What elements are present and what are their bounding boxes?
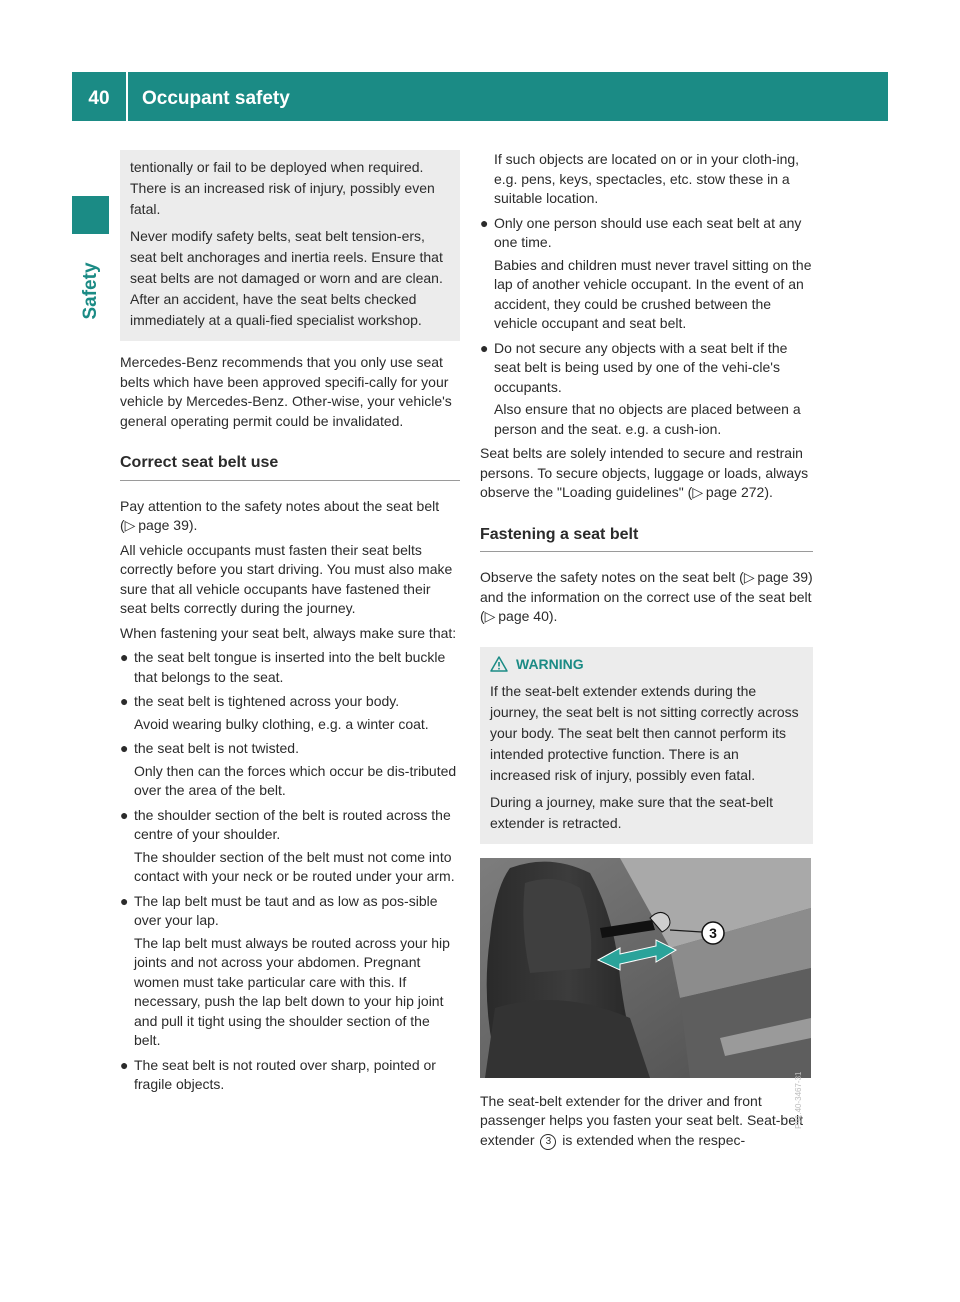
- extender-paragraph: The seat-belt extender for the driver and front passenger helps you fasten your seat belt. Seat-belt extender 3 is extended when the respec-: [480, 1092, 803, 1148]
- list-item-detail: Avoid wearing bulky clothing, e.g. a winter coat.: [134, 715, 429, 732]
- ref-arrow-icon: ▷: [484, 608, 496, 624]
- warning-cont-text-2: Never modify safety belts, seat belt tension-ers, seat belt anchorages and inertia reels. Ensure that seat belts are not damaged or worn and are clean. After an accident, have the seat belts checked immediately at a quali-fied specialist workshop.: [130, 228, 443, 328]
- page-ref-link[interactable]: page 272: [705, 484, 765, 500]
- right-column: [480, 150, 813, 1155]
- list-item-detail: Only then can the forces which occur be dis-tributed over the area of the belt.: [134, 762, 457, 798]
- list-item: ● the seat belt is not twisted. Only then can the forces which occur be dis-tributed over the area of the belt.: [120, 739, 460, 801]
- list-item: ● Do not secure any objects with a seat belt if the seat belt is being used by one of the vehi-cle's occupants. Also ensure that no objects are placed between a person and the seat. e.g. a cush-ion.: [480, 339, 813, 440]
- list-item-detail: The shoulder section of the belt must not come into contact with your neck or be routed under your arm.: [134, 848, 455, 884]
- bullet-icon: ●: [120, 1056, 129, 1073]
- list-item-detail: The lap belt must always be routed across your hip joints and not across your abdomen. Pregnant women must take particular care with this. If necessary, push the lap belt down to your hip joint and pull it tight using the shoulder section of the belt.: [134, 934, 450, 1048]
- list-item: ● the seat belt is tightened across your body. Avoid wearing bulky clothing, e.g. a winter coat.: [120, 692, 460, 734]
- warning-continuation-box: [120, 150, 460, 341]
- side-tab-label: Safety: [80, 262, 101, 320]
- list-item: ● The seat belt is not routed over sharp, pointed or fragile objects.: [120, 1056, 436, 1092]
- heading-text: Correct seat belt use: [120, 454, 279, 471]
- heading-text: Fastening a seat belt: [480, 525, 639, 543]
- attention-paragraph: Pay attention to the safety notes about the seat belt (▷ page 39).: [120, 497, 440, 533]
- page-ref-link[interactable]: page 39: [138, 517, 189, 533]
- list-item-detail: Also ensure that no objects are placed between a person and the seat. e.g. a cush-ion.: [494, 401, 801, 437]
- bullet-icon: ●: [120, 892, 129, 909]
- solely-intended-paragraph: Seat belts are solely intended to secure and restrain persons. To secure objects, luggage or loads, always observe the "Loading guidelines" (▷ page 272).: [480, 445, 809, 500]
- observe-paragraph: Observe the safety notes on the seat belt (▷ page 39) and the information on the correct use of the seat belt (▷ page 40).: [480, 569, 813, 624]
- warning-title: WARNING: [516, 655, 584, 672]
- list-item: ● The lap belt must be taut and as low as pos-sible over your lap. The lap belt must always be routed across your hip joints and not across your abdomen. Pregnant women must take particular care with this. If necessary, push the lap belt down to your hip joint and pull it tight using the shoulder section of the belt.: [120, 892, 460, 1051]
- list-item: ● the shoulder section of the belt is routed across the centre of your shoulder. The shoulder section of the belt must not come into contact with your neck or be routed under your arm.: [120, 806, 460, 887]
- when-fastening-paragraph: When fastening your seat belt, always make sure that:: [120, 624, 457, 641]
- bullet-icon: ●: [120, 806, 129, 823]
- bullet-icon: ●: [120, 740, 129, 756]
- figure-callout: 3: [709, 924, 717, 941]
- warning-cont-text-1: tentionally or fail to be deployed when required. There is an increased risk of injury, possibly even fatal.: [130, 159, 435, 217]
- list-item-continued: If such objects are located on or in your cloth-ing, e.g. pens, keys, spectacles, etc. stow these in a suitable location.: [494, 151, 800, 206]
- header-divider: [126, 72, 128, 121]
- page-header: [72, 72, 888, 121]
- belt-checklist: [120, 648, 460, 1095]
- page-ref-link[interactable]: page 40: [498, 608, 549, 624]
- recommend-paragraph: Mercedes-Benz recommends that you only use seat belts which have been approved specifi-cally for your vehicle by Mercedes-Benz. Other-wise, your vehicle's general operating permit could be invalidated.: [120, 354, 452, 429]
- figure-id: P91.40-3467-31: [793, 1071, 803, 1129]
- warning-box: [480, 647, 813, 844]
- warning-text-2: During a journey, make sure that the seat-belt extender is retracted.: [490, 793, 774, 831]
- ref-arrow-icon: ▷: [692, 484, 704, 500]
- heading-correct-seat-belt-use: [120, 453, 460, 481]
- side-tab-block: [72, 196, 109, 234]
- side-tab: [76, 236, 106, 346]
- list-item: ● the seat belt tongue is inserted into the belt buckle that belongs to the seat.: [120, 649, 446, 685]
- page-ref-link[interactable]: page 39: [757, 569, 809, 585]
- warning-text-1: If the seat-belt extender extends during the journey, the seat belt is not sitting correctly across your body. The seat belt then cannot perform its intended protective function. There is an increased risk of injury, possibly even fatal.: [490, 682, 799, 783]
- bullet-icon: ●: [120, 649, 129, 665]
- bullet-icon: ●: [480, 339, 489, 356]
- objects-list: [480, 150, 813, 439]
- left-column: [120, 150, 460, 1100]
- warning-triangle-icon: [490, 656, 508, 672]
- heading-fastening-seat-belt: [480, 525, 813, 553]
- bullet-icon: ●: [120, 693, 129, 709]
- list-item-detail: Babies and children must never travel sitting on the lap of another vehicle occupant. In the event of an accident, they could be crushed between the vehicle occupant and seat belt.: [494, 256, 812, 331]
- ref-arrow-icon: ▷: [124, 517, 136, 533]
- warning-header: [490, 654, 803, 675]
- all-occupants-paragraph: All vehicle occupants must fasten their seat belts correctly before you start driving. You must also make sure that all vehicle occupants have fastened their seat belts correctly during the journey.: [120, 541, 453, 616]
- callout-3-icon: 3: [540, 1134, 556, 1150]
- section-title: Occupant safety: [142, 88, 290, 109]
- seat-illustration: [480, 858, 811, 1078]
- page-number: 40: [88, 88, 110, 109]
- list-item: ● Only one person should use each seat belt at any one time. Babies and children must never travel sitting on the lap of another vehicle occupant. In the event of an accident, they could be crushed between the vehicle occupant and seat belt.: [480, 214, 813, 334]
- ref-arrow-icon: ▷: [743, 569, 755, 585]
- bullet-icon: ●: [480, 214, 489, 231]
